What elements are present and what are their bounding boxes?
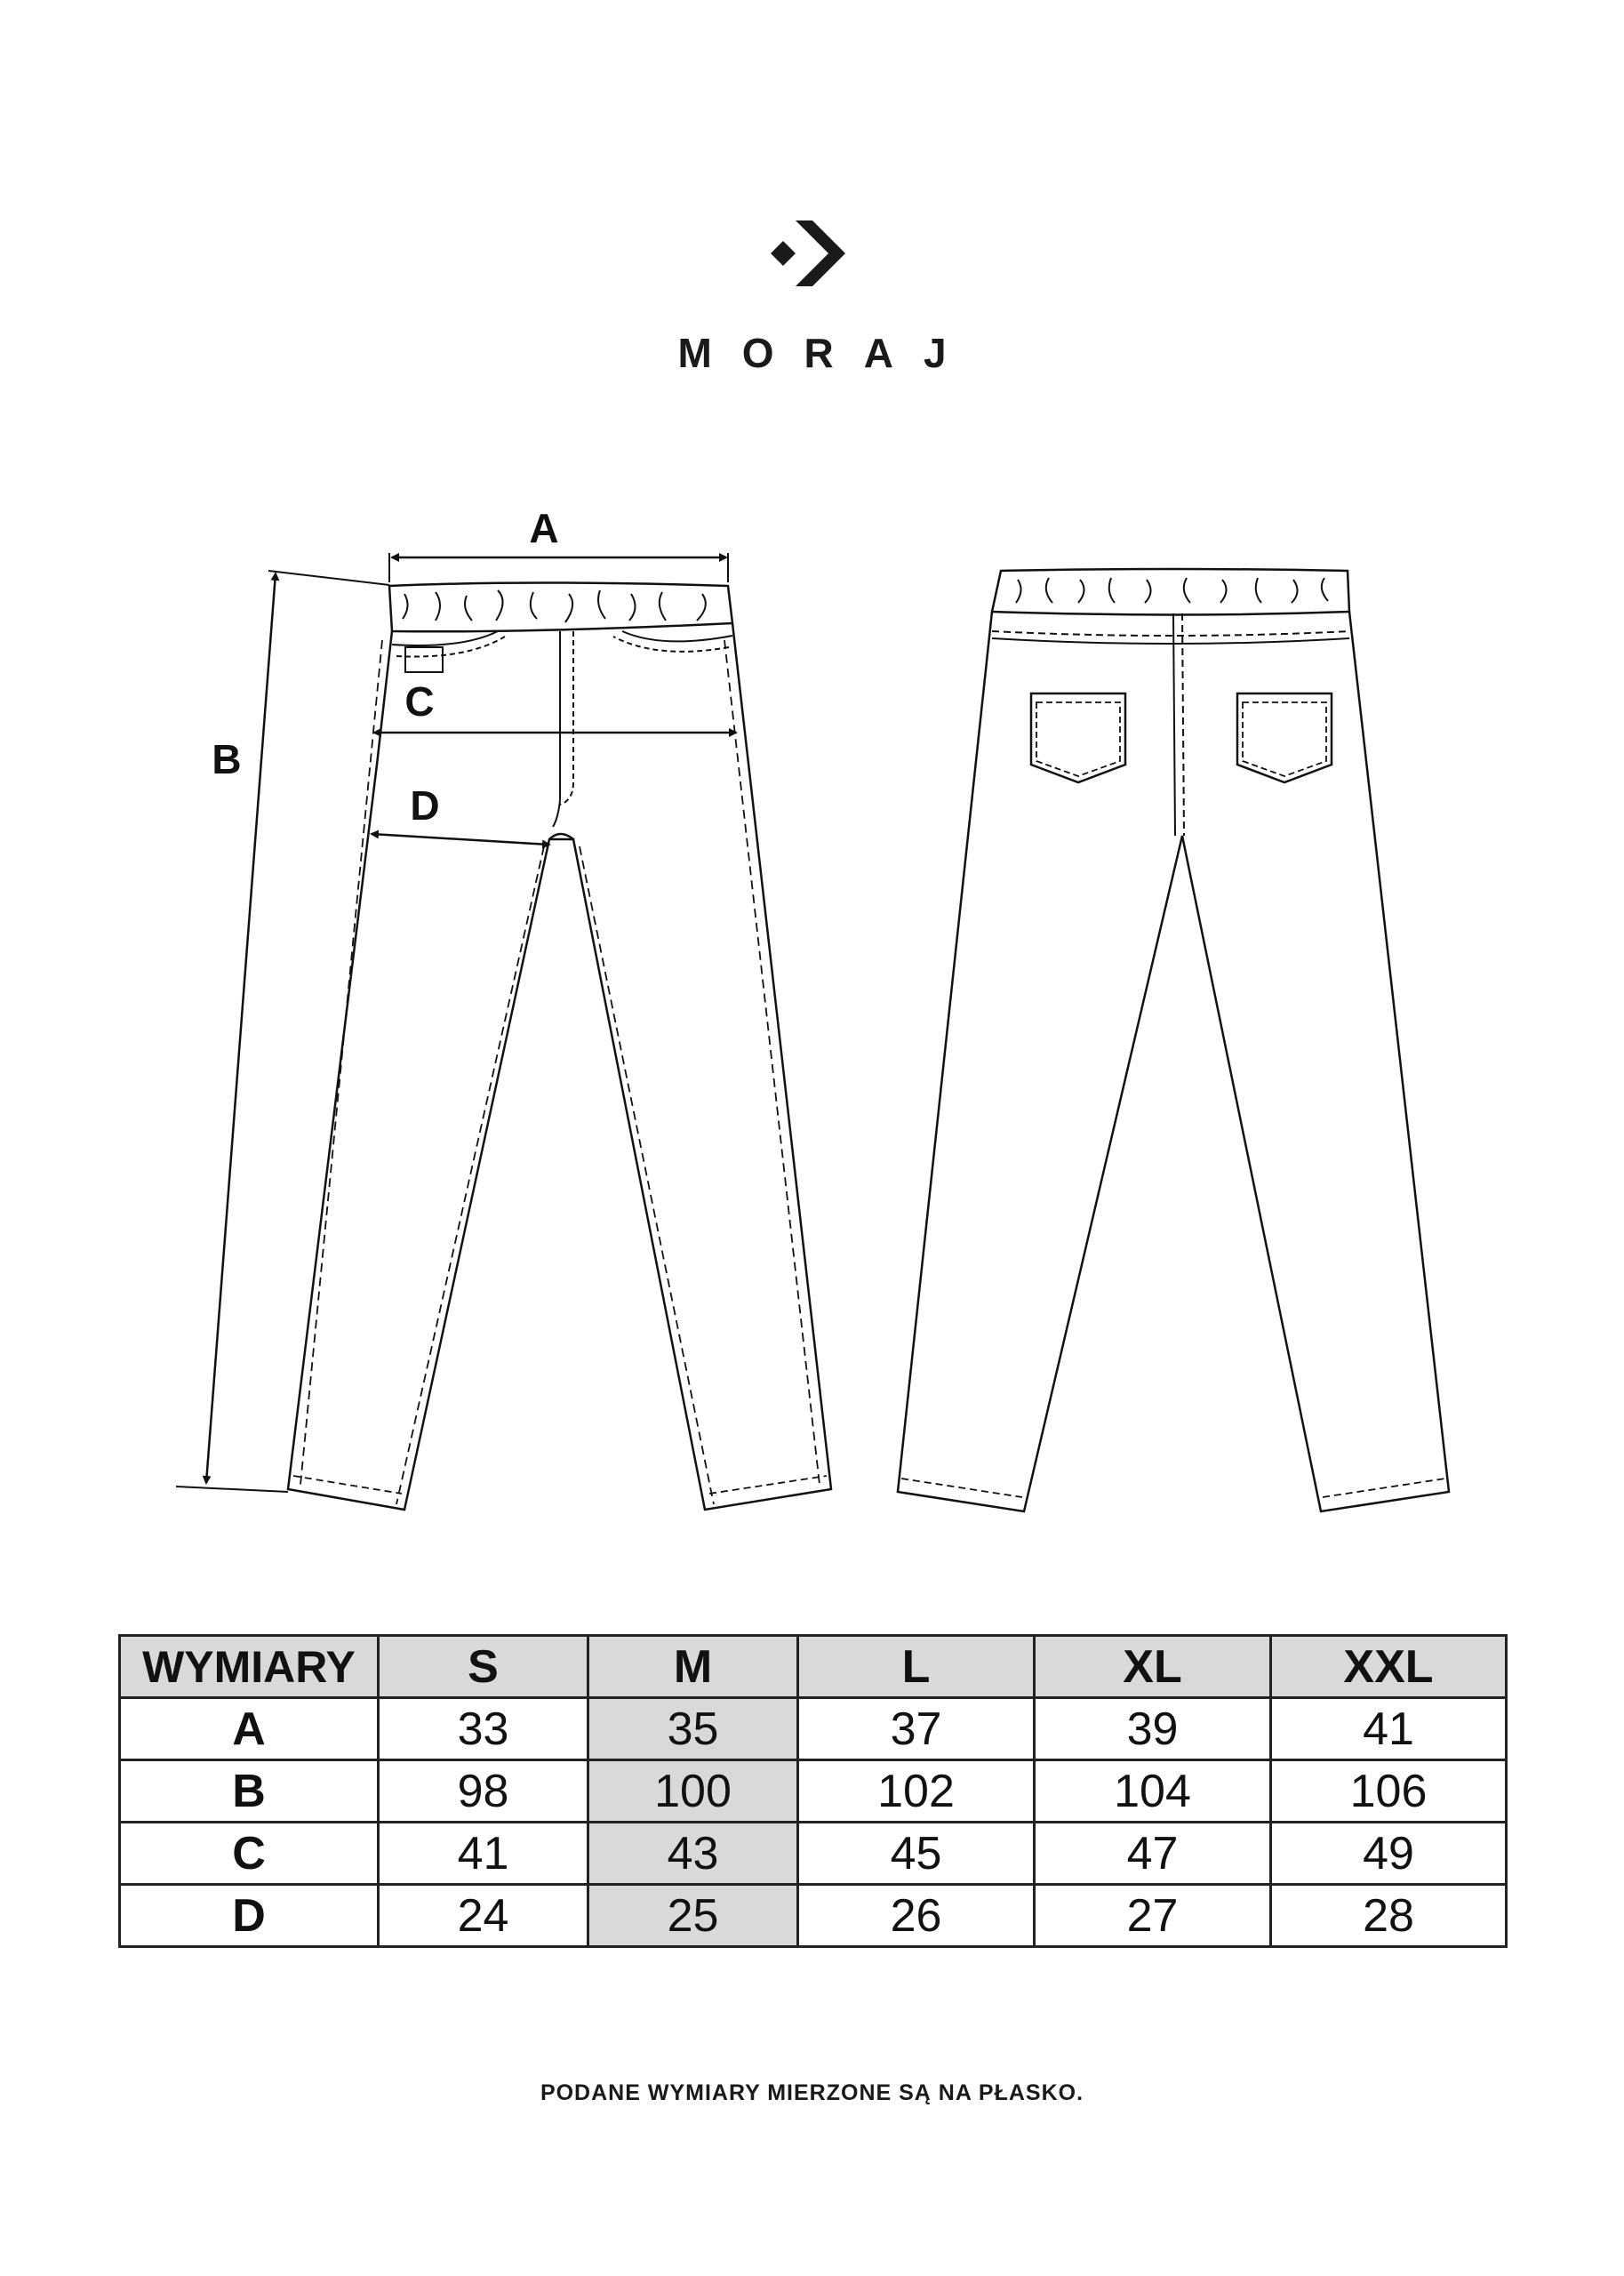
- table-cell: 47: [1035, 1823, 1271, 1885]
- table-cell: 102: [798, 1760, 1035, 1823]
- table-cell: 41: [1271, 1698, 1507, 1760]
- table-cell: 106: [1271, 1760, 1507, 1823]
- table-cell: 98: [379, 1760, 588, 1823]
- table-cell: 41: [379, 1823, 588, 1885]
- header-size: L: [798, 1636, 1035, 1698]
- table-cell: 27: [1035, 1885, 1271, 1947]
- table-cell: 100: [588, 1760, 798, 1823]
- size-chart-table: [118, 1634, 1508, 1948]
- table-row: [120, 1698, 1507, 1760]
- header-corner: WYMIARY: [120, 1636, 379, 1698]
- front-view: [288, 583, 831, 1511]
- header-size: S: [379, 1636, 588, 1698]
- row-label: A: [120, 1698, 379, 1760]
- table-cell: 28: [1271, 1885, 1507, 1947]
- header-size: XXL: [1271, 1636, 1507, 1698]
- measurement-arrows: [176, 553, 736, 1492]
- table-row: [120, 1760, 1507, 1823]
- measure-d-arrow: [372, 834, 549, 845]
- header-size: M: [588, 1636, 798, 1698]
- header-size: XL: [1035, 1636, 1271, 1698]
- table-cell: 26: [798, 1885, 1035, 1947]
- label-d: D: [410, 782, 440, 829]
- label-b: B: [212, 736, 242, 782]
- label-c: C: [404, 678, 435, 725]
- row-label: D: [120, 1885, 379, 1947]
- table-cell: 45: [798, 1823, 1035, 1885]
- table-cell: 104: [1035, 1760, 1271, 1823]
- table-cell: 25: [588, 1885, 798, 1947]
- table-cell: 35: [588, 1698, 798, 1760]
- table-row: [120, 1885, 1507, 1947]
- table-cell: 43: [588, 1823, 798, 1885]
- table-cell: 37: [798, 1698, 1035, 1760]
- table-row: [120, 1823, 1507, 1885]
- table-cell: 33: [379, 1698, 588, 1760]
- row-label: B: [120, 1760, 379, 1823]
- measure-b-arrow: [206, 573, 276, 1483]
- row-label: C: [120, 1823, 379, 1885]
- table-cell: 49: [1271, 1823, 1507, 1885]
- table-cell: 39: [1035, 1698, 1271, 1760]
- back-view: [898, 569, 1449, 1511]
- brand-name: MORAJ: [677, 330, 977, 376]
- table-header-row: [120, 1636, 1507, 1698]
- measurement-note: PODANE WYMIARY MIERZONE SĄ NA PŁASKO.: [540, 2080, 1084, 2105]
- table-cell: 24: [379, 1885, 588, 1947]
- jeans-technical-drawing: [0, 498, 1624, 1529]
- diamond-chevron-logo-icon: [764, 213, 861, 293]
- label-a: A: [529, 505, 559, 551]
- brand-logo: [0, 213, 1624, 377]
